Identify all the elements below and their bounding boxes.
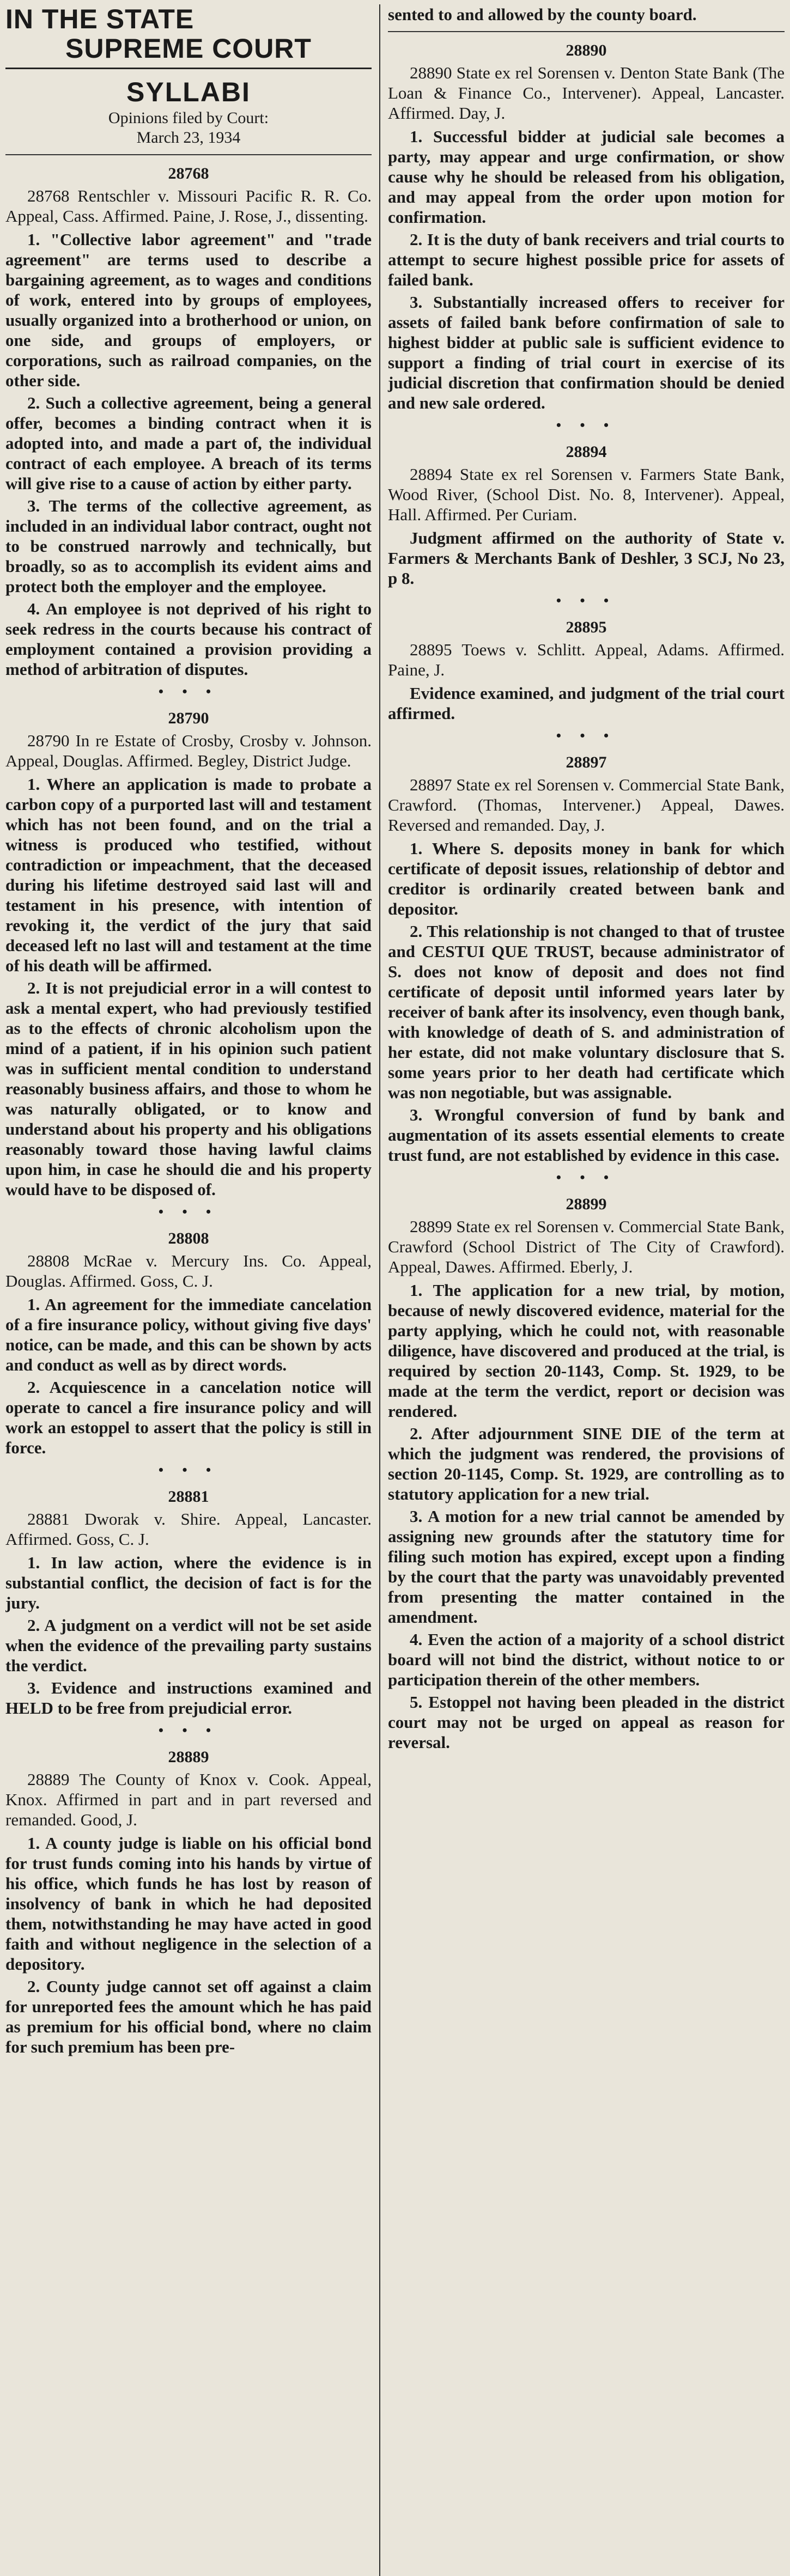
syllabus-paragraph: 3. Substantially increased offers to receiver for assets of failed bank before confirmation of sale to highest bidder at public sale is sufficient evidence to support a finding of trial court in exercise of its judicial discretion that confirmation should be denied and new sale ordered. xyxy=(388,293,785,412)
case-separator: • • • xyxy=(158,1204,219,1220)
syllabus-paragraph: 2. This relationship is not changed to that of trustee and CESTUI QUE TRUST, because administrator of S. does not know of deposit and does not find certificate of deposit until informed years later by receiver of bank after its insolvency, even though bank, with knowledge of death of S. and administration of her estate, did not make voluntary disclosure that S. some years prior to her death had certificate which was non negotiable, but was assignable. xyxy=(388,922,785,1102)
syllabus-paragraph: 1. An agreement for the immediate cancelation of a fire insurance policy, without giving five days' notice, can be made, and this can be shown by acts and conduct as well as by direct words. xyxy=(5,1295,372,1374)
syllabus-paragraph: 1. A county judge is liable on his official bond for trust funds coming into his hands by virtue of his office, which funds he has lost by reason of insolvency of bank in which he had deposited them, notwithstanding he may have acted in good faith and without negligence in the selection of a depository. xyxy=(5,1834,372,1974)
case-separator: • • • xyxy=(158,684,219,699)
syllabus-paragraph: 1. "Collective labor agreement" and "trade agreement" are terms used to describe a bargaining agreement, as to wages and conditions of work, entered into by groups of employees, usually organized into a brotherhood or union, on one side, and groups of employers, or corporations, such as railroad companies, on the other side. xyxy=(5,230,372,390)
left-case-list xyxy=(5,154,372,2057)
syllabus-paragraph: 5. Estoppel not having been pleaded in the district court may not be urged on appeal as reason for reversal. xyxy=(388,1692,785,1752)
right-column xyxy=(380,4,785,2576)
case-syllabus xyxy=(388,593,785,723)
headline-rule xyxy=(5,68,372,69)
case-number: 28897 xyxy=(566,753,607,771)
section-rule xyxy=(388,31,785,32)
left-column xyxy=(5,4,380,2576)
case-syllabus xyxy=(5,1462,372,1718)
case-syllabus xyxy=(5,684,372,1199)
case-syllabus xyxy=(5,1204,372,1458)
case-number: 28768 xyxy=(168,165,209,182)
case-title: 28890 State ex rel Sorensen v. Denton State Bank (The Loan & Finance Co., Intervener). Appeal, Lancaster. Affirmed. Day, J. xyxy=(388,63,785,123)
syllabus-paragraph: 2. It is the duty of bank receivers and trial courts to attempt to secure highest possible price for assets of failed bank. xyxy=(388,230,785,289)
case-separator: • • • xyxy=(556,593,617,608)
case-syllabus xyxy=(388,417,785,588)
dateline-date: March 23, 1934 xyxy=(136,129,241,147)
syllabus-paragraph: 3. A motion for a new trial cannot be amended by assigning new grounds after the statutory time for filing such motion has expired, except upon a finding by the court that the party was unavoidably prevented from presenting the matter contained in the amendment. xyxy=(388,1507,785,1627)
case-title: 28808 McRae v. Mercury Ins. Co. Appeal, Douglas. Affirmed. Goss, C. J. xyxy=(5,1251,372,1290)
case-title: 28899 State ex rel Sorensen v. Commercial State Bank, Crawford (School District of The City of Crawford). Appeal, Dawes. Affirmed. Eberly, J. xyxy=(388,1217,785,1276)
case-separator: • • • xyxy=(556,728,617,744)
headline-line-2: SUPREME COURT xyxy=(65,33,312,64)
syllabus-paragraph: 1. The application for a new trial, by motion, because of newly discovered evidence, material for the party applying, which he could not, with reasonable diligence, have discovered and produced at the trial, is required by section 20-1143, Comp. St. 1929, to be made at the term the verdict, report or decision was rendered. xyxy=(388,1281,785,1421)
syllabus-paragraph: Evidence examined, and judgment of the trial court affirmed. xyxy=(388,684,785,723)
case-number: 28895 xyxy=(566,618,607,636)
syllabus-paragraph: 2. Such a collective agreement, being a general offer, becomes a binding contract when it is adopted into, and made a part of, the individual contract of each employee. A breach of its terms will give rise to a cause of action by either party. xyxy=(5,393,372,493)
syllabus-paragraph: 1. Where an application is made to probate a carbon copy of a purported last will and testament which has not been found, and on the trial a witness is produced who testified, without contradiction or impeachment, that the deceased during his lifetime destroyed said last will and testament in his presence, with intention of revoking it, the verdict of the jury that said deceased left no last will and testament at the time of his death will be affirmed. xyxy=(5,775,372,975)
case-separator: • • • xyxy=(158,1462,219,1478)
syllabus-paragraph: 1. Where S. deposits money in bank for which certificate of deposit issues, relationship of debtor and creditor is ordinarily created between bank and depositor. xyxy=(388,839,785,918)
case-syllabus xyxy=(388,1170,785,1752)
case-separator: • • • xyxy=(556,1170,617,1185)
headline-line-1: IN THE STATE xyxy=(5,4,195,34)
dateline-label: Opinions filed by Court: xyxy=(108,109,269,127)
case-syllabus xyxy=(5,154,372,679)
case-title: 28768 Rentschler v. Missouri Pacific R. R. Co. Appeal, Cass. Affirmed. Paine, J. Rose, J., dissenting. xyxy=(5,186,372,226)
case-number: 28899 xyxy=(566,1195,607,1213)
right-case-list xyxy=(388,31,785,1752)
case-syllabus xyxy=(388,728,785,1165)
case-number: 28790 xyxy=(168,709,209,727)
case-title: 28895 Toews v. Schlitt. Appeal, Adams. Affirmed. Paine, J. xyxy=(388,640,785,679)
syllabus-paragraph: 3. Evidence and instructions examined and HELD to be free from prejudicial error. xyxy=(5,1678,372,1718)
case-title: 28889 The County of Knox v. Cook. Appeal, Knox. Affirmed in part and in part reversed and remanded. Good, J. xyxy=(5,1770,372,1829)
case-number: 28808 xyxy=(168,1229,209,1247)
syllabus-paragraph: 3. The terms of the collective agreement, as included in an individual labor contract, ought not to be construed narrowly and technically, but broadly, so as to accomplish its evident aims and protect both the employer and the employee. xyxy=(5,496,372,596)
syllabus-paragraph: 2. It is not prejudicial error in a will contest to ask a mental expert, who had previously testified as to the effects of chronic alcoholism upon the mind of a patient, if in his opinion such patient was in sufficient mental condition to understand reasonably business affairs, and those to whom he was naturally obligated, or to know and understand about his property and his obligations reasonably toward those having lawful claims upon him, in case he should die and his property would have to be disposed of. xyxy=(5,978,372,1199)
section-rule xyxy=(5,154,372,155)
section-title: SYLLABI xyxy=(126,77,251,107)
syllabus-paragraph: 2. A judgment on a verdict will not be set aside when the evidence of the prevailing party sustains the verdict. xyxy=(5,1616,372,1675)
case-number: 28881 xyxy=(168,1488,209,1506)
syllabus-paragraph: 4. Even the action of a majority of a school district board will not bind the district, without notice to or participation therein of the other members. xyxy=(388,1630,785,1689)
case-number: 28894 xyxy=(566,443,607,461)
case-separator: • • • xyxy=(158,1722,219,1738)
case-title: 28881 Dworak v. Shire. Appeal, Lancaster. Affirmed. Goss, C. J. xyxy=(5,1509,372,1549)
case-number: 28890 xyxy=(566,41,607,59)
syllabus-paragraph: 3. Wrongful conversion of fund by bank and augmentation of its assets essential elements to create trust fund, are not established by evidence in this case. xyxy=(388,1105,785,1165)
case-separator: • • • xyxy=(556,417,617,433)
syllabus-paragraph: 2. Acquiescence in a cancelation notice will operate to cancel a fire insurance policy and will work an estoppel to assert that the policy is still in force. xyxy=(5,1378,372,1457)
case-title: 28790 In re Estate of Crosby, Crosby v. Johnson. Appeal, Douglas. Affirmed. Begley, District Judge. xyxy=(5,731,372,770)
syllabus-paragraph: 2. After adjournment SINE DIE of the term at which the judgment was rendered, the provisions of section 20-1145, Comp. St. 1929, are controlling as to statutory application for a new trial. xyxy=(388,1424,785,1503)
case-number: 28889 xyxy=(168,1748,209,1766)
case-syllabus xyxy=(388,31,785,413)
syllabus-paragraph: 4. An employee is not deprived of his right to seek redress in the courts because his contract of employment contained a provision providing a method of arbitration of disputes. xyxy=(5,599,372,679)
syllabus-paragraph: 2. County judge cannot set off against a claim for unreported fees the amount which he has paid as premium for his official bond, where no claim for such premium has been pre- xyxy=(5,1977,372,2056)
case-title: 28897 State ex rel Sorensen v. Commercial State Bank, Crawford. (Thomas, Intervener.) Appeal, Dawes. Reversed and remanded. Day, J. xyxy=(388,775,785,835)
syllabus-paragraph: 1. In law action, where the evidence is in substantial conflict, the decision of fact is for the jury. xyxy=(5,1553,372,1612)
continued-text: sented to and allowed by the county board. xyxy=(388,5,697,24)
syllabus-paragraph: 1. Successful bidder at judicial sale becomes a party, may appear and urge confirmation, or show cause why he should be released from his obligation, and may appeal from the order upon motion for confirmation. xyxy=(388,127,785,227)
case-title: 28894 State ex rel Sorensen v. Farmers State Bank, Wood River, (School Dist. No. 8, Intervener). Appeal, Hall. Affirmed. Per Curiam. xyxy=(388,465,785,524)
case-syllabus xyxy=(5,1722,372,2057)
syllabus-paragraph: Judgment affirmed on the authority of State v. Farmers & Merchants Bank of Deshler, 3 SCJ, No 23, p 8. xyxy=(388,528,785,588)
